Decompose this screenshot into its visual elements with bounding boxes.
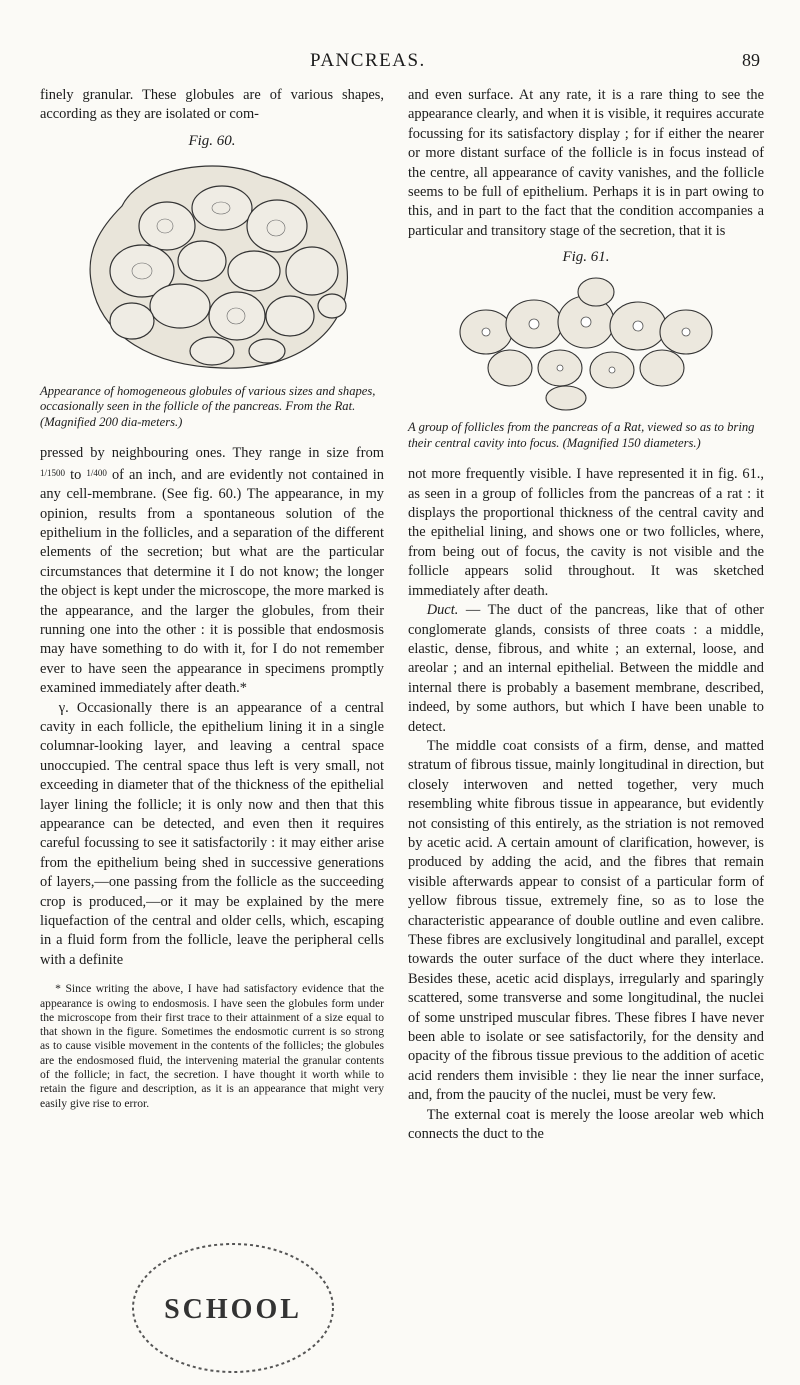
stamp-text: SCHOOL	[164, 1294, 302, 1325]
follicle-group-illustration	[446, 272, 726, 412]
figure-label: Fig. 61.	[562, 249, 610, 266]
right-column	[408, 86, 764, 1144]
page-number: 89	[742, 50, 760, 70]
paragraph: and even surface. At any rate, it is a rare thing to see the appearance clearly, and when it is visible, it requires accurate focussing for its satisfactory display ; for if either the nearer or more distant surface of the follicle is in focus instead of the centre, all appearance of cavity vanishes, and the follicle seems to be full of epithelium. Perhaps it is in part owing to this, and in part to the fact that the condition accompanies a particular and transitory stage of the secretion, that it is	[408, 87, 764, 239]
figure-caption: A group of follicles from the pancreas of a Rat, viewed so as to bring their central cavity into focus. (Magnified 150 diameters.)	[408, 420, 755, 450]
paragraph: finely granular. These globules are of various shapes, according as they are isolated or com-	[40, 87, 384, 123]
footnote: * Since writing the above, I have had satisfactory evidence that the appearance is owing to endosmosis. I have seen the globules form under the microscope from their first trace to their attainment of a size equal to that shown in the figure. Sometimes the endosmotic current is so strong as to cause visible movement in the contents of the follicles; the globules are the endosmosed fluid, the intervening material the granular contents of the follicle; in fact, the secretion. I have thought it worth while to retain the figure and description, as it is an appearance that might very easily give rise to error.	[40, 982, 384, 1110]
figure-61	[408, 249, 764, 451]
running-title: PANCREAS.	[310, 50, 426, 71]
library-stamp	[128, 1236, 338, 1376]
paragraph: pressed by neighbouring ones. They range in size from 1/1500 to 1/400 of an inch, and are evidently not contained in any cell-membrane. (See fig. 60.) The appearance, in my opinion, results from a spontaneous solution of the epithelium in the follicles, and a separation of the different elements of the secretion; but what are the particular circumstances that determine it I do not know; the longer the object is kept under the microscope, the more marked is the appearance, and the larger the globules, from their running one into the other : it is possible that endosmosis may have something to do with it, for I do not remember ever to have seen the appearance in specimens promptly examined immediately after death.*	[40, 445, 384, 697]
running-head	[0, 50, 800, 74]
figure-label: Fig. 60.	[188, 132, 236, 149]
fraction: 1/400	[86, 467, 107, 478]
left-column	[40, 86, 384, 1111]
section-heading: Duct.	[426, 602, 459, 619]
fraction: 1/1500	[40, 467, 66, 478]
paragraph: The external coat is merely the loose areolar web which connects the duct to the	[408, 1106, 764, 1143]
paragraph: Duct. — The duct of the pancreas, like that of other conglomerate glands, consists of three coats : a middle, elastic, dense, fibrous, and white ; an external, loose, and areolar ; and an internal epithelial. Between the middle and internal there is probably a basement membrane, described, indeed, by some authors, but which I have been unable to detect.	[408, 602, 764, 735]
paragraph: not more frequently visible. I have represented it in fig. 61., as seen in a group of follicles from the pancreas of a rat : it displays the proportional thickness of the central cavity and the epithelial lining, and shows one or two follicles, where, from being out of focus, the cavity is not visible and the follicle appears solid throughout. It was sketched immediately after death.	[408, 466, 764, 599]
figure-60	[40, 133, 384, 431]
follicle-globules-illustration	[62, 156, 362, 376]
paragraph: The middle coat consists of a firm, dense, and matted stratum of fibrous tissue, mainly longitudinal in direction, but closely interwoven and netted together, very much resembling white fibrous tissue in appearance, but evidently not consisting of this entirely, as the striation is not removed by acetic acid. A certain amount of clarification, however, is produced by adding the acid, and the fibres that remain visible afterwards appear to consist of a particular form of yellow fibrous tissue, extremely fine, so as to lose the characteristic appearance of double outline and even calibre. These fibres are exclusively longitudinal and parallel, except towards the outer surface of the duct where they interlace. Besides these, acetic acid displays, irregularly and sparingly scattered, some transverse and some longitudinal, the nuclei of some unstriped muscular fibres. These fibres I have never been able to isolate or see satisfactorily, for the density and opacity of the fibrous tissue previous to the addition of acetic acid renders them invisible : they lie near the inner surface, and, from the paucity of the nuclei, must be very few.	[408, 737, 764, 1104]
paragraph: γ. Occasionally there is an appearance of a central cavity in each follicle, the epithelium lining it in a single columnar-looking layer, and leaving a central space unoccupied. The central space thus left is very small, not exceeding in diameter that of the thickness of the epithelial layer lining the follicle; it is only now and then that this appearance can be detected, and even then it requires careful focussing to see it satisfactorily : it may either arise from the epithelium being shed in successive generations of layers,—one passing from the follicle as the succeeding crop is produced,—or it may be explained by the mere liquefaction of the central and older cells, which, escaping in a fluid form from the follicle, leave the peripheral cells with a definite	[40, 699, 384, 968]
figure-caption: Appearance of homogeneous globules of various sizes and shapes, occasionally seen in the follicle of the pancreas. From the Rat. (Magnified 200 dia-meters.)	[40, 383, 376, 429]
